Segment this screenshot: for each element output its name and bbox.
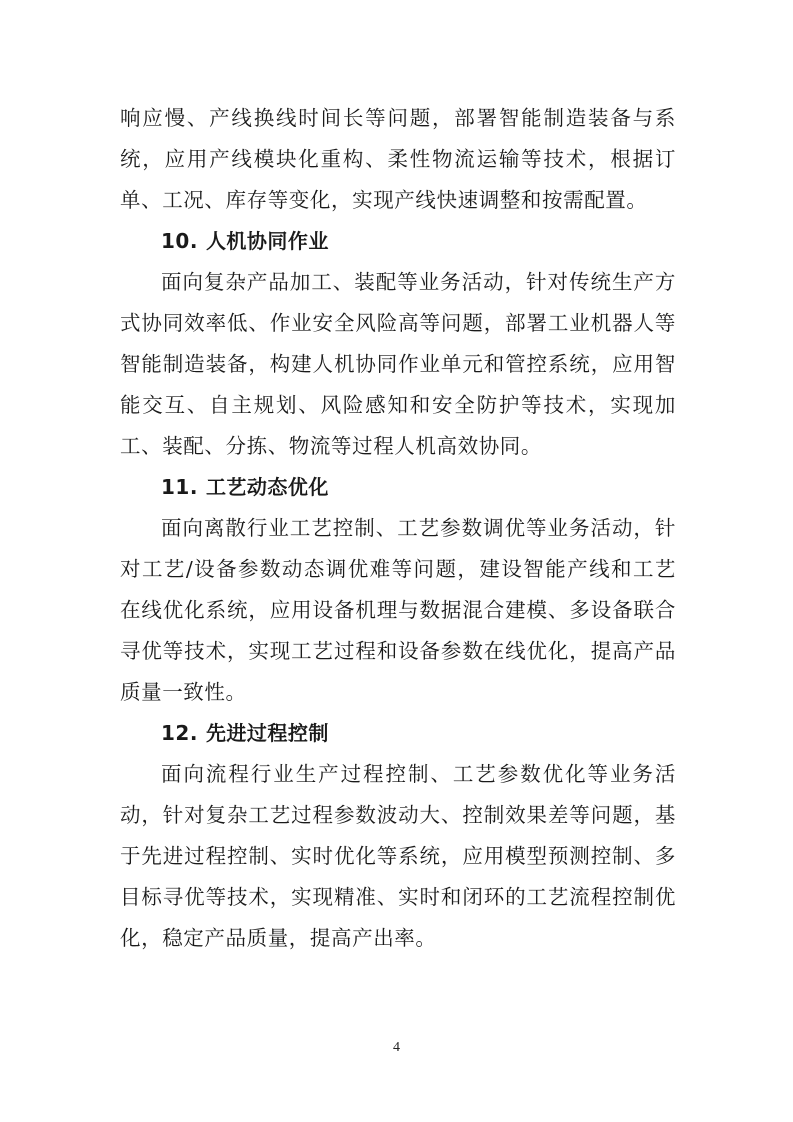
section-heading-10 bbox=[120, 221, 676, 262]
continuation-paragraph: 响应慢、产线换线时间长等问题，部署智能制造装备与系统，应用产线模块化重构、柔性物流运输等技术，根据订单、工况、库存等变化，实现产线快速调整和按需配置。 bbox=[120, 106, 676, 212]
section-title: 先进过程控制 bbox=[205, 721, 329, 745]
section-number: 11. bbox=[161, 475, 198, 499]
section-heading-11 bbox=[120, 467, 676, 508]
page-number: 4 bbox=[393, 1040, 400, 1055]
section-paragraph-11: 面向离散行业工艺控制、工艺参数调优等业务活动，针对工艺/设备参数动态调优难等问题，建设智能产线和工艺在线优化系统，应用设备机理与数据混合建模、多设备联合寻优等技术，实现工艺过程和设备参数在线优化，提高产品质量一致性。 bbox=[120, 516, 676, 704]
section-paragraph-10: 面向复杂产品加工、装配等业务活动，针对传统生产方式协同效率低、作业安全风险高等问题，部署工业机器人等智能制造装备，构建人机协同作业单元和管控系统，应用智能交互、自主规划、风险感知和安全防护等技术，实现加工、装配、分拣、物流等过程人机高效协同。 bbox=[120, 270, 676, 458]
document-body bbox=[120, 98, 676, 959]
section-number: 12. bbox=[161, 721, 198, 745]
section-number: 10. bbox=[161, 229, 198, 253]
section-paragraph-12: 面向流程行业生产过程控制、工艺参数优化等业务活动，针对复杂工艺过程参数波动大、控制效果差等问题，基于先进过程控制、实时优化等系统，应用模型预测控制、多目标寻优等技术，实现精准、实时和闭环的工艺流程控制优化，稳定产品质量，提高产出率。 bbox=[120, 762, 676, 950]
section-title: 人机协同作业 bbox=[205, 229, 329, 253]
section-heading-12 bbox=[120, 713, 676, 754]
section-title: 工艺动态优化 bbox=[205, 475, 329, 499]
